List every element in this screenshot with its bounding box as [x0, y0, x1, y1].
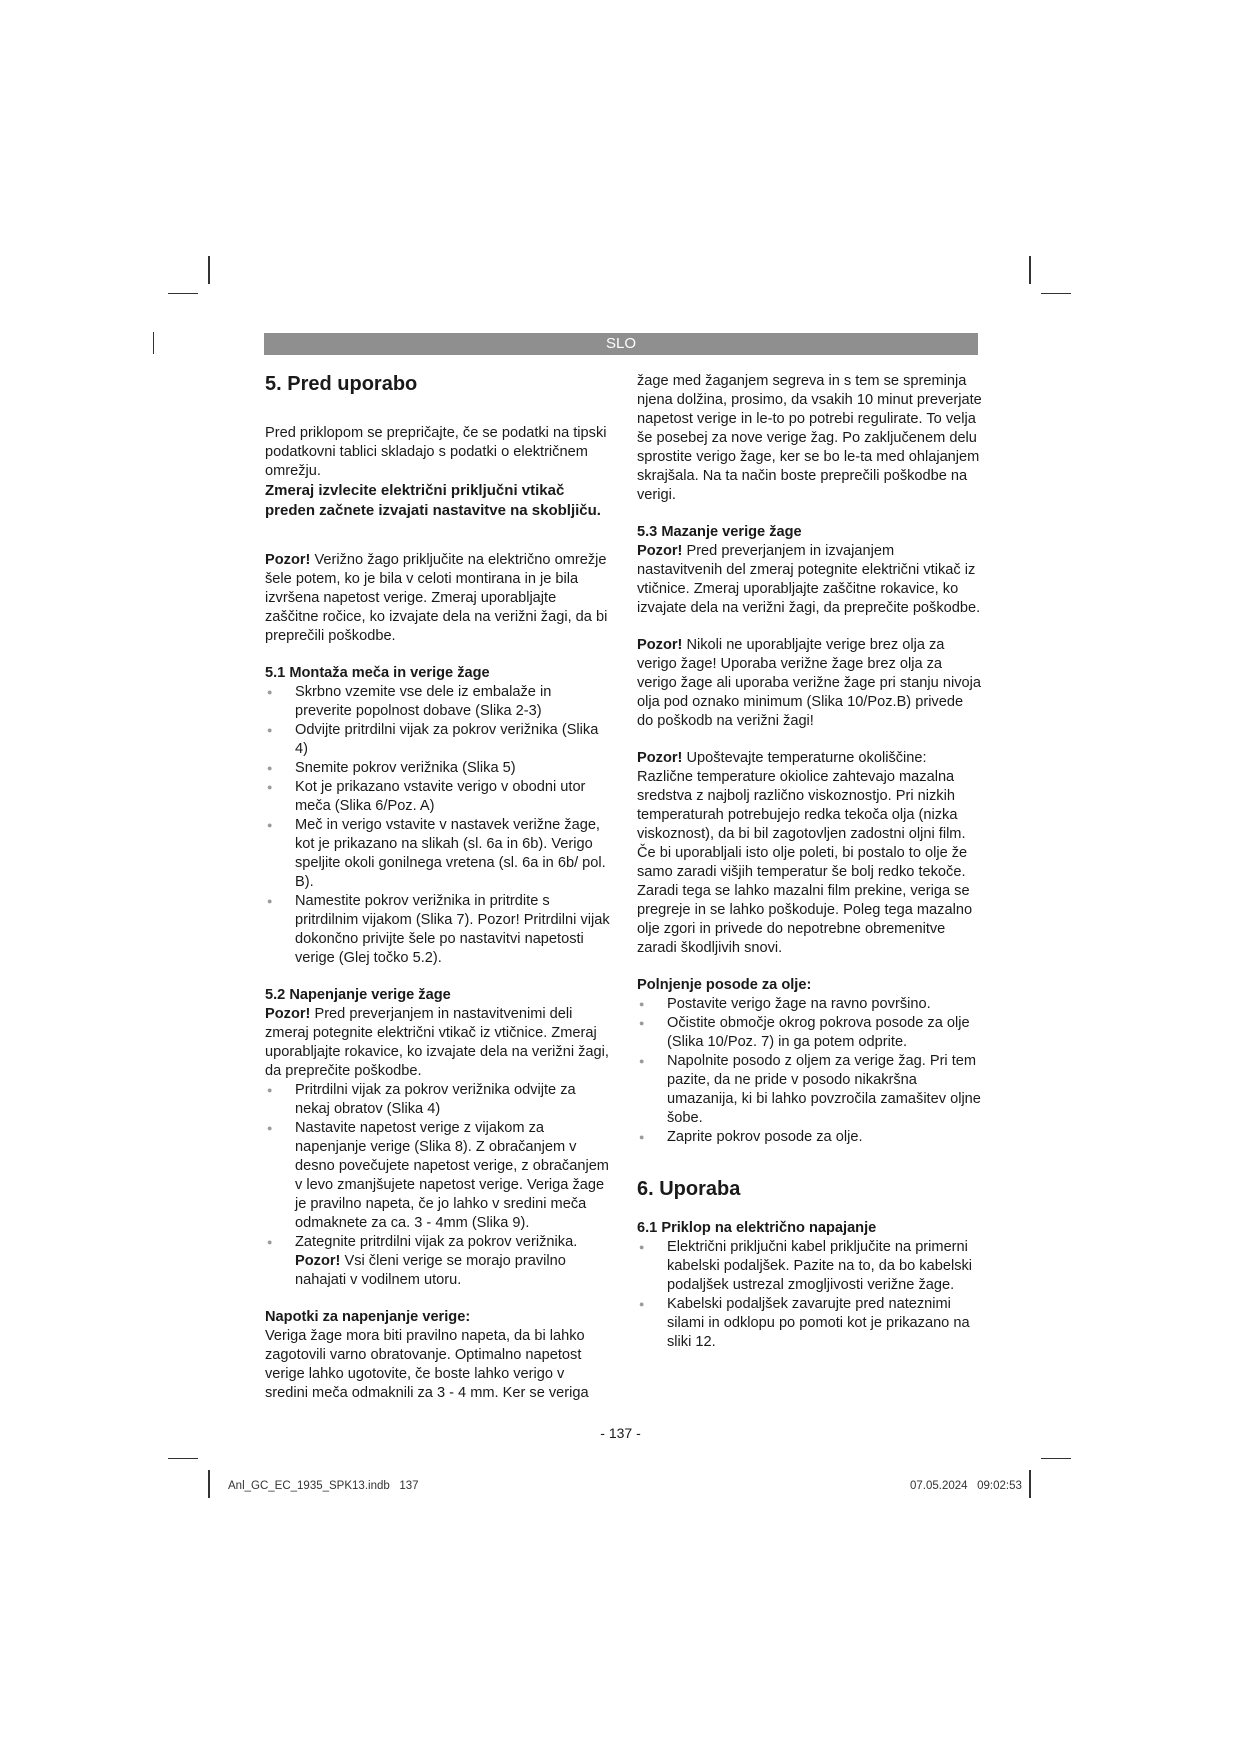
- section-heading-6: 6. Uporaba: [637, 1178, 741, 1200]
- paragraph: Pozor! Pred preverjanjem in izvajanjem nastavitvenih del zmeraj potegnite električni vtikač iz vtičnice. Zmeraj uporabljajte zaščitne rokavice, ko izvajate dela na verižni žagi, da preprečite poškodbe.: [637, 543, 981, 616]
- pozor-label: Pozor!: [637, 543, 683, 559]
- crop-mark: [1029, 1470, 1031, 1498]
- list-item: ● Očistite območje okrog pokrova posode za olje (Slika 10/Poz. 7) in ga potem odprite.: [637, 1014, 982, 1052]
- list-item: ● Zategnite pritrdilni vijak za pokrov verižnika. Pozor! Vsi členi verige se morajo pravilno nahajati v vodilnem utoru.: [265, 1233, 610, 1290]
- pozor-label: Pozor!: [265, 1006, 311, 1022]
- list-item: ● Električni priključni kabel priključite na primerni kabelski podaljšek. Pazite na to, da bo kabelski podaljšek ustrezal zmogljivosti verižne žage.: [637, 1238, 982, 1295]
- footer-datetime: 07.05.2024 09:02:53: [910, 1480, 1022, 1492]
- list-item: ● Snemite pokrov verižnika (Slika 5): [265, 759, 610, 778]
- warning-paragraph: Zmeraj izvlecite električni priključni vtikač preden začnete izvajati nastavitve na skobljiču.: [265, 482, 601, 519]
- list-5-2: [265, 1081, 610, 1290]
- paragraph: Pozor! Upoštevajte temperaturne okoliščine: Različne temperature okiolice zahtevajo mazalna sredstva z najbolj različno viskoznostjo. Pri nizkih temperaturah potrebujejo redka tekoča olja (nizka viskoznost), da bi bil zagotovljen zadostni oljni film. Če bi uporabljali isto olje poleti, bi postalo to olje že samo zaradi višjih temperatur še bolj redko tekoče. Zaradi tega se lahko mazalni film prekine, veriga se pregreje in se lahko poškoduje. Poleg tega mazalno olje zgori in privede do nepotrebne obremenitve zaradi škodljivih snovi.: [637, 750, 973, 956]
- left-column: [265, 372, 610, 1403]
- pozor-label: Pozor!: [637, 750, 683, 766]
- list-6-1: [637, 1238, 982, 1352]
- crop-mark: [168, 293, 198, 294]
- paragraph: žage med žaganjem segreva in s tem se spreminja njena dolžina, prosimo, da vsakih 10 minut preverjate napetost verige in le-to po potrebi regulirate. To velja še posebej za nove verige žag. Po zaključenem delu sprostite verigo žage, ker se bo le-ta med ohlajanjem skrajšala. Na ta način boste preprečili poškodbe na verigi.: [637, 373, 982, 503]
- paragraph: Pred priklopom se prepričajte, če se podatki na tipski podatkovni tablici skladajo s podatki o električnem omrežju.: [265, 425, 607, 479]
- crop-mark: [1029, 256, 1031, 284]
- language-header-bar: SLO: [264, 333, 978, 355]
- subheading-napotki: Napotki za napenjanje verige:: [265, 1309, 471, 1325]
- list-item: ● Zaprite pokrov posode za olje.: [637, 1128, 982, 1147]
- list-item: ● Napolnite posodo z oljem za verige žag. Pri tem pazite, da ne pride v posodo nikakršna umazanija, ki bi lahko povzročila zamašitev oljne šobe.: [637, 1052, 982, 1128]
- list-item: ● Kabelski podaljšek zavarujte pred nateznimi silami in odklopu po pomoti kot je prikazano na sliki 12.: [637, 1295, 982, 1352]
- crop-mark: [1041, 293, 1071, 294]
- subsection-heading-5-2: 5.2 Napenjanje verige žage: [265, 987, 451, 1003]
- list-5-1: [265, 683, 610, 968]
- pozor-label: Pozor!: [637, 637, 683, 653]
- subheading-oil-fill: Polnjenje posode za olje:: [637, 977, 812, 993]
- paragraph: Veriga žage mora biti pravilno napeta, da bi lahko zagotovili varno obratovanje. Optimalno napetost verige lahko ugotovite, če boste lahko verigo v sredini meča odmaknili za 3 - 4 mm. Ker se veriga: [265, 1328, 589, 1401]
- pozor-label: Pozor!: [295, 1253, 341, 1269]
- footer-filename: Anl_GC_EC_1935_SPK13.indb 137: [228, 1480, 419, 1492]
- list-item: ● Meč in verigo vstavite v nastavek verižne žage, kot je prikazano na slikah (sl. 6a in 6b). Verigo speljite okoli gonilnega vretena (sl. 6a in 6b/ pol. B).: [265, 816, 610, 892]
- list-item: ● Postavite verigo žage na ravno površino.: [637, 995, 982, 1014]
- section-heading-5: 5. Pred uporabo: [265, 373, 418, 395]
- crop-mark: [153, 332, 154, 354]
- page-number: - 137 -: [600, 1425, 641, 1441]
- list-item: ● Nastavite napetost verige z vijakom za napenjanje verige (Slika 8). Z obračanjem v desno povečujete napetost verige, z obračanjem v levo zmanjšujete napetost verige. Veriga žage je pravilno napeta, če jo lahko v sredini meča odmaknete za ca. 3 - 4mm (Slika 9).: [265, 1119, 610, 1233]
- crop-mark: [208, 256, 210, 284]
- crop-mark: [1041, 1458, 1071, 1459]
- subsection-heading-5-3: 5.3 Mazanje verige žage: [637, 524, 802, 540]
- paragraph: Pozor! Verižno žago priključite na električno omrežje šele potem, ko je bila v celoti montirana in je bila izvršena napetost verige. Zmeraj uporabljajte zaščitne ročice, ko izvajate dela na verižni žagi, da bi preprečili poškodbe.: [265, 552, 608, 644]
- list-item: ● Kot je prikazano vstavite verigo v obodni utor meča (Slika 6/Poz. A): [265, 778, 610, 816]
- right-column: [637, 372, 982, 1352]
- paragraph: Pozor! Nikoli ne uporabljajte verige brez olja za verigo žage! Uporaba verižne žage brez olja za verigo žage ali uporaba verižne žage pri stanju nivoja olja pod oznako minimum (Slika 10/Poz.B) privede do poškodb na verižni žagi!: [637, 637, 981, 729]
- crop-mark: [168, 1458, 198, 1459]
- list-item: ● Skrbno vzemite vse dele iz embalaže in preverite popolnost dobave (Slika 2-3): [265, 683, 610, 721]
- paragraph: Pozor! Pred preverjanjem in nastavitvenimi deli zmeraj potegnite električni vtikač iz vtičnice. Zmeraj uporabljajte rokavice, ko izvajate dela na verižni žagi, da preprečite poškodbe.: [265, 1006, 609, 1079]
- subsection-heading-6-1: 6.1 Priklop na električno napajanje: [637, 1220, 877, 1236]
- list-item: ● Odvijte pritrdilni vijak za pokrov verižnika (Slika 4): [265, 721, 610, 759]
- list-item: ● Pritrdilni vijak za pokrov verižnika odvijte za nekaj obratov (Slika 4): [265, 1081, 610, 1119]
- pozor-label: Pozor!: [265, 552, 311, 568]
- subsection-heading-5-1: 5.1 Montaža meča in verige žage: [265, 665, 490, 681]
- list-item: ● Namestite pokrov verižnika in pritrdite s pritrdilnim vijakom (Slika 7). Pozor! Pritrdilni vijak dokončno privijte šele po nastavitvi napetosti verige (Glej točko 5.2).: [265, 892, 610, 968]
- crop-mark: [208, 1470, 210, 1498]
- list-oil-fill: [637, 995, 982, 1147]
